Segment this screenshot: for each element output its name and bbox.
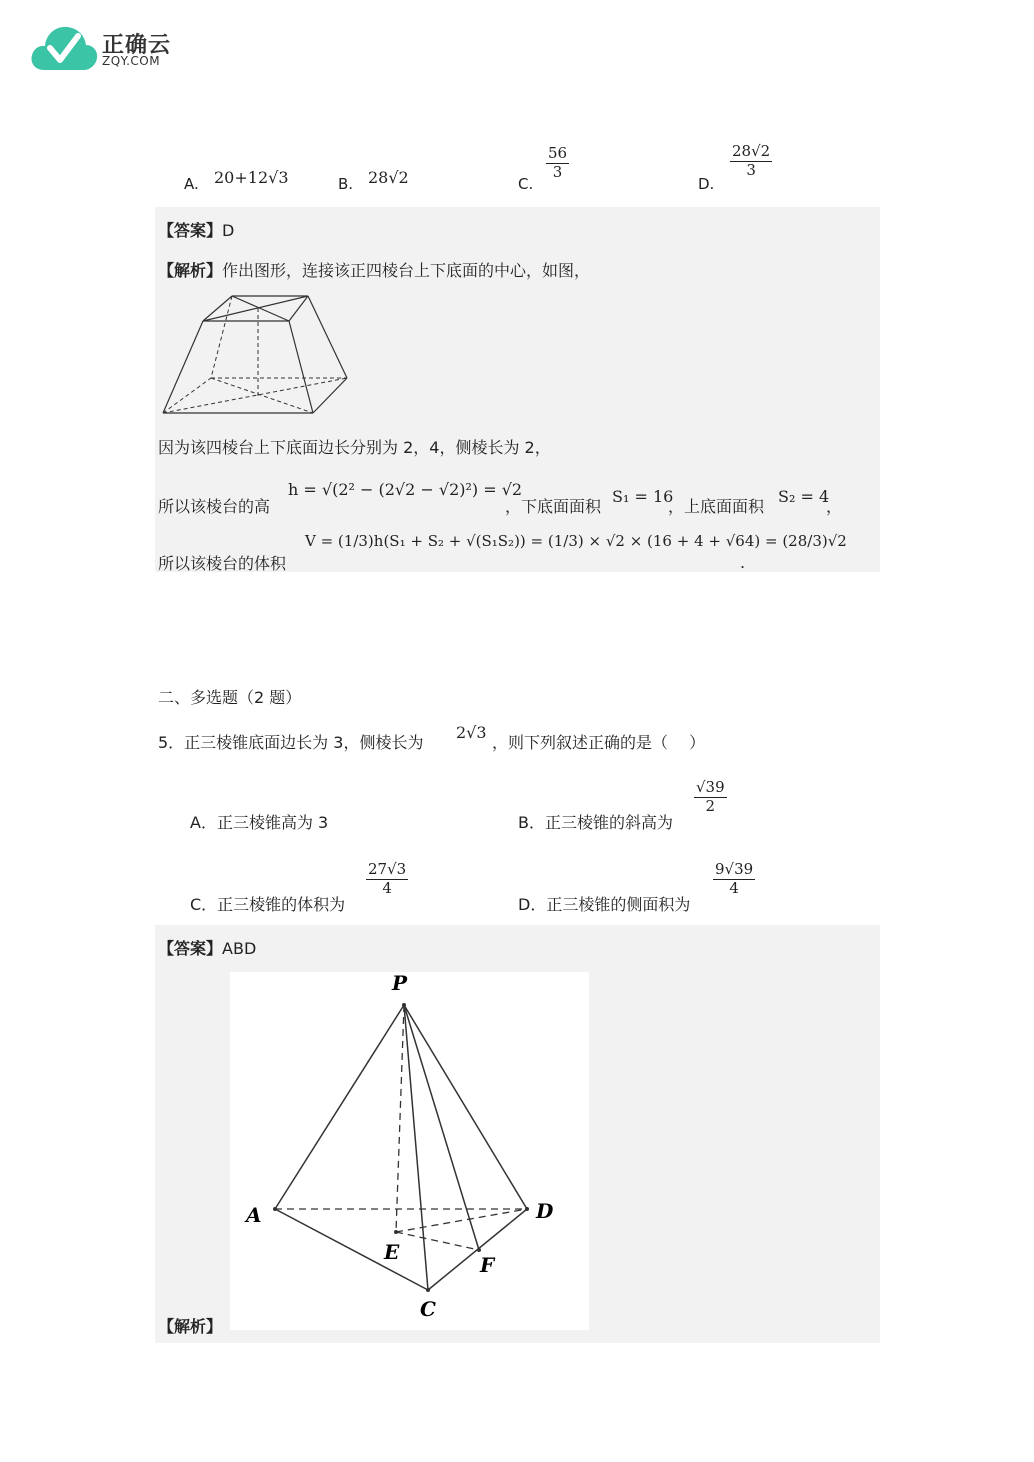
q5-answer: [158, 936, 256, 959]
q4-option-d-numerator: 28√2: [732, 142, 771, 160]
logo-cloud-icon: [30, 22, 98, 72]
q4-analysis-line1: 因为该四棱台上下底面边长分别为 2，4，侧棱长为 2，: [158, 438, 551, 457]
label-f: F: [480, 1253, 495, 1277]
q4-analysis-line3-prefix: 所以该棱台的体积: [158, 554, 287, 573]
q5-option-d-denominator: 4: [729, 878, 739, 897]
q5-stem-expr: 2√3: [456, 723, 487, 742]
q5-option-c-numerator: 27√3: [368, 860, 407, 878]
q4-option-d-fraction: [730, 144, 772, 179]
label-d: D: [536, 1199, 554, 1223]
q5-answer-value: ABD: [222, 939, 257, 958]
q4-analysis-line3-end: .: [740, 553, 746, 572]
logo-domain: ZQY.COM: [102, 54, 161, 68]
q4-option-c-fraction: [546, 146, 569, 181]
label-c: C: [420, 1297, 436, 1321]
q4-answer-label: 【答案】: [158, 221, 223, 240]
q4-option-d-denominator: 3: [746, 160, 756, 179]
q4-option-b-expr: 28√2: [368, 168, 409, 187]
q5-analysis-label: 【解析】: [158, 1317, 223, 1336]
label-e: E: [384, 1240, 400, 1264]
q5-option-c: C．正三棱锥的体积为: [190, 895, 346, 914]
q5-option-b-denominator: 2: [705, 796, 716, 815]
q5-stem-suffix: ，则下列叙述正确的是（ ）: [492, 733, 706, 752]
q5-option-d-fraction: [713, 862, 755, 897]
q5-option-c-denominator: 4: [382, 878, 392, 897]
q4-height-formula: h = √(2² − (2√2 − √2)²) = √2: [288, 480, 523, 499]
q4-analysis-label: 【解析】: [158, 261, 223, 280]
tetrahedron-figure: [230, 972, 589, 1330]
q5-option-b: B．正三棱锥的斜高为: [518, 813, 673, 832]
q4-analysis-line2-mid2: ，上底面面积: [668, 497, 765, 516]
q5-stem-prefix: 5．正三棱锥底面边长为 3，侧棱长为: [158, 733, 424, 752]
q4-analysis-line2-prefix: 所以该棱台的高: [158, 497, 271, 516]
q4-analysis-line2-end: ，: [826, 497, 843, 516]
q4-volume-formula: V = (1/3)h(S₁ + S₂ + √(S₁S₂)) = (1/3) × √2 × (16 + 4 + √64) = (28/3)√2: [305, 532, 847, 550]
q4-s2-formula: S₂ = 4: [778, 487, 830, 506]
q4-option-a-expr: 20+12√3: [214, 168, 289, 187]
q5-option-d-numerator: 9√39: [715, 860, 754, 878]
label-a: A: [246, 1203, 262, 1227]
q4-option-c-denominator: 3: [552, 162, 563, 181]
frustum-figure: [155, 288, 355, 420]
q5-answer-label: 【答案】: [158, 939, 223, 958]
q4-option-b-label: B.: [338, 175, 354, 193]
q4-option-c-label: C.: [518, 175, 534, 193]
q5-option-d: D．正三棱锥的侧面积为: [518, 895, 691, 914]
q4-analysis-intro-text: 作出图形，连接该正四棱台上下底面的中心，如图，: [222, 261, 591, 280]
q4-s1-formula: S₁ = 16: [612, 487, 674, 506]
label-p: P: [392, 972, 408, 995]
q4-option-a-label: A.: [184, 175, 199, 193]
q4-answer-value: D: [222, 221, 235, 240]
q4-option-d-label: D.: [698, 175, 715, 193]
q5-option-a: A．正三棱锥高为 3: [190, 813, 329, 832]
q4-answer: [158, 218, 234, 241]
q4-option-c-numerator: 56: [548, 144, 568, 162]
section-title: 二、多选题（2 题）: [158, 688, 302, 707]
q4-analysis-line2-mid: ，下底面面积: [505, 497, 602, 516]
q5-option-b-fraction: [694, 780, 727, 815]
logo-name: 正确云: [102, 33, 172, 58]
q4-analysis-intro: [158, 258, 590, 281]
q5-option-c-fraction: [366, 862, 408, 897]
q5-option-b-numerator: √39: [696, 778, 725, 796]
